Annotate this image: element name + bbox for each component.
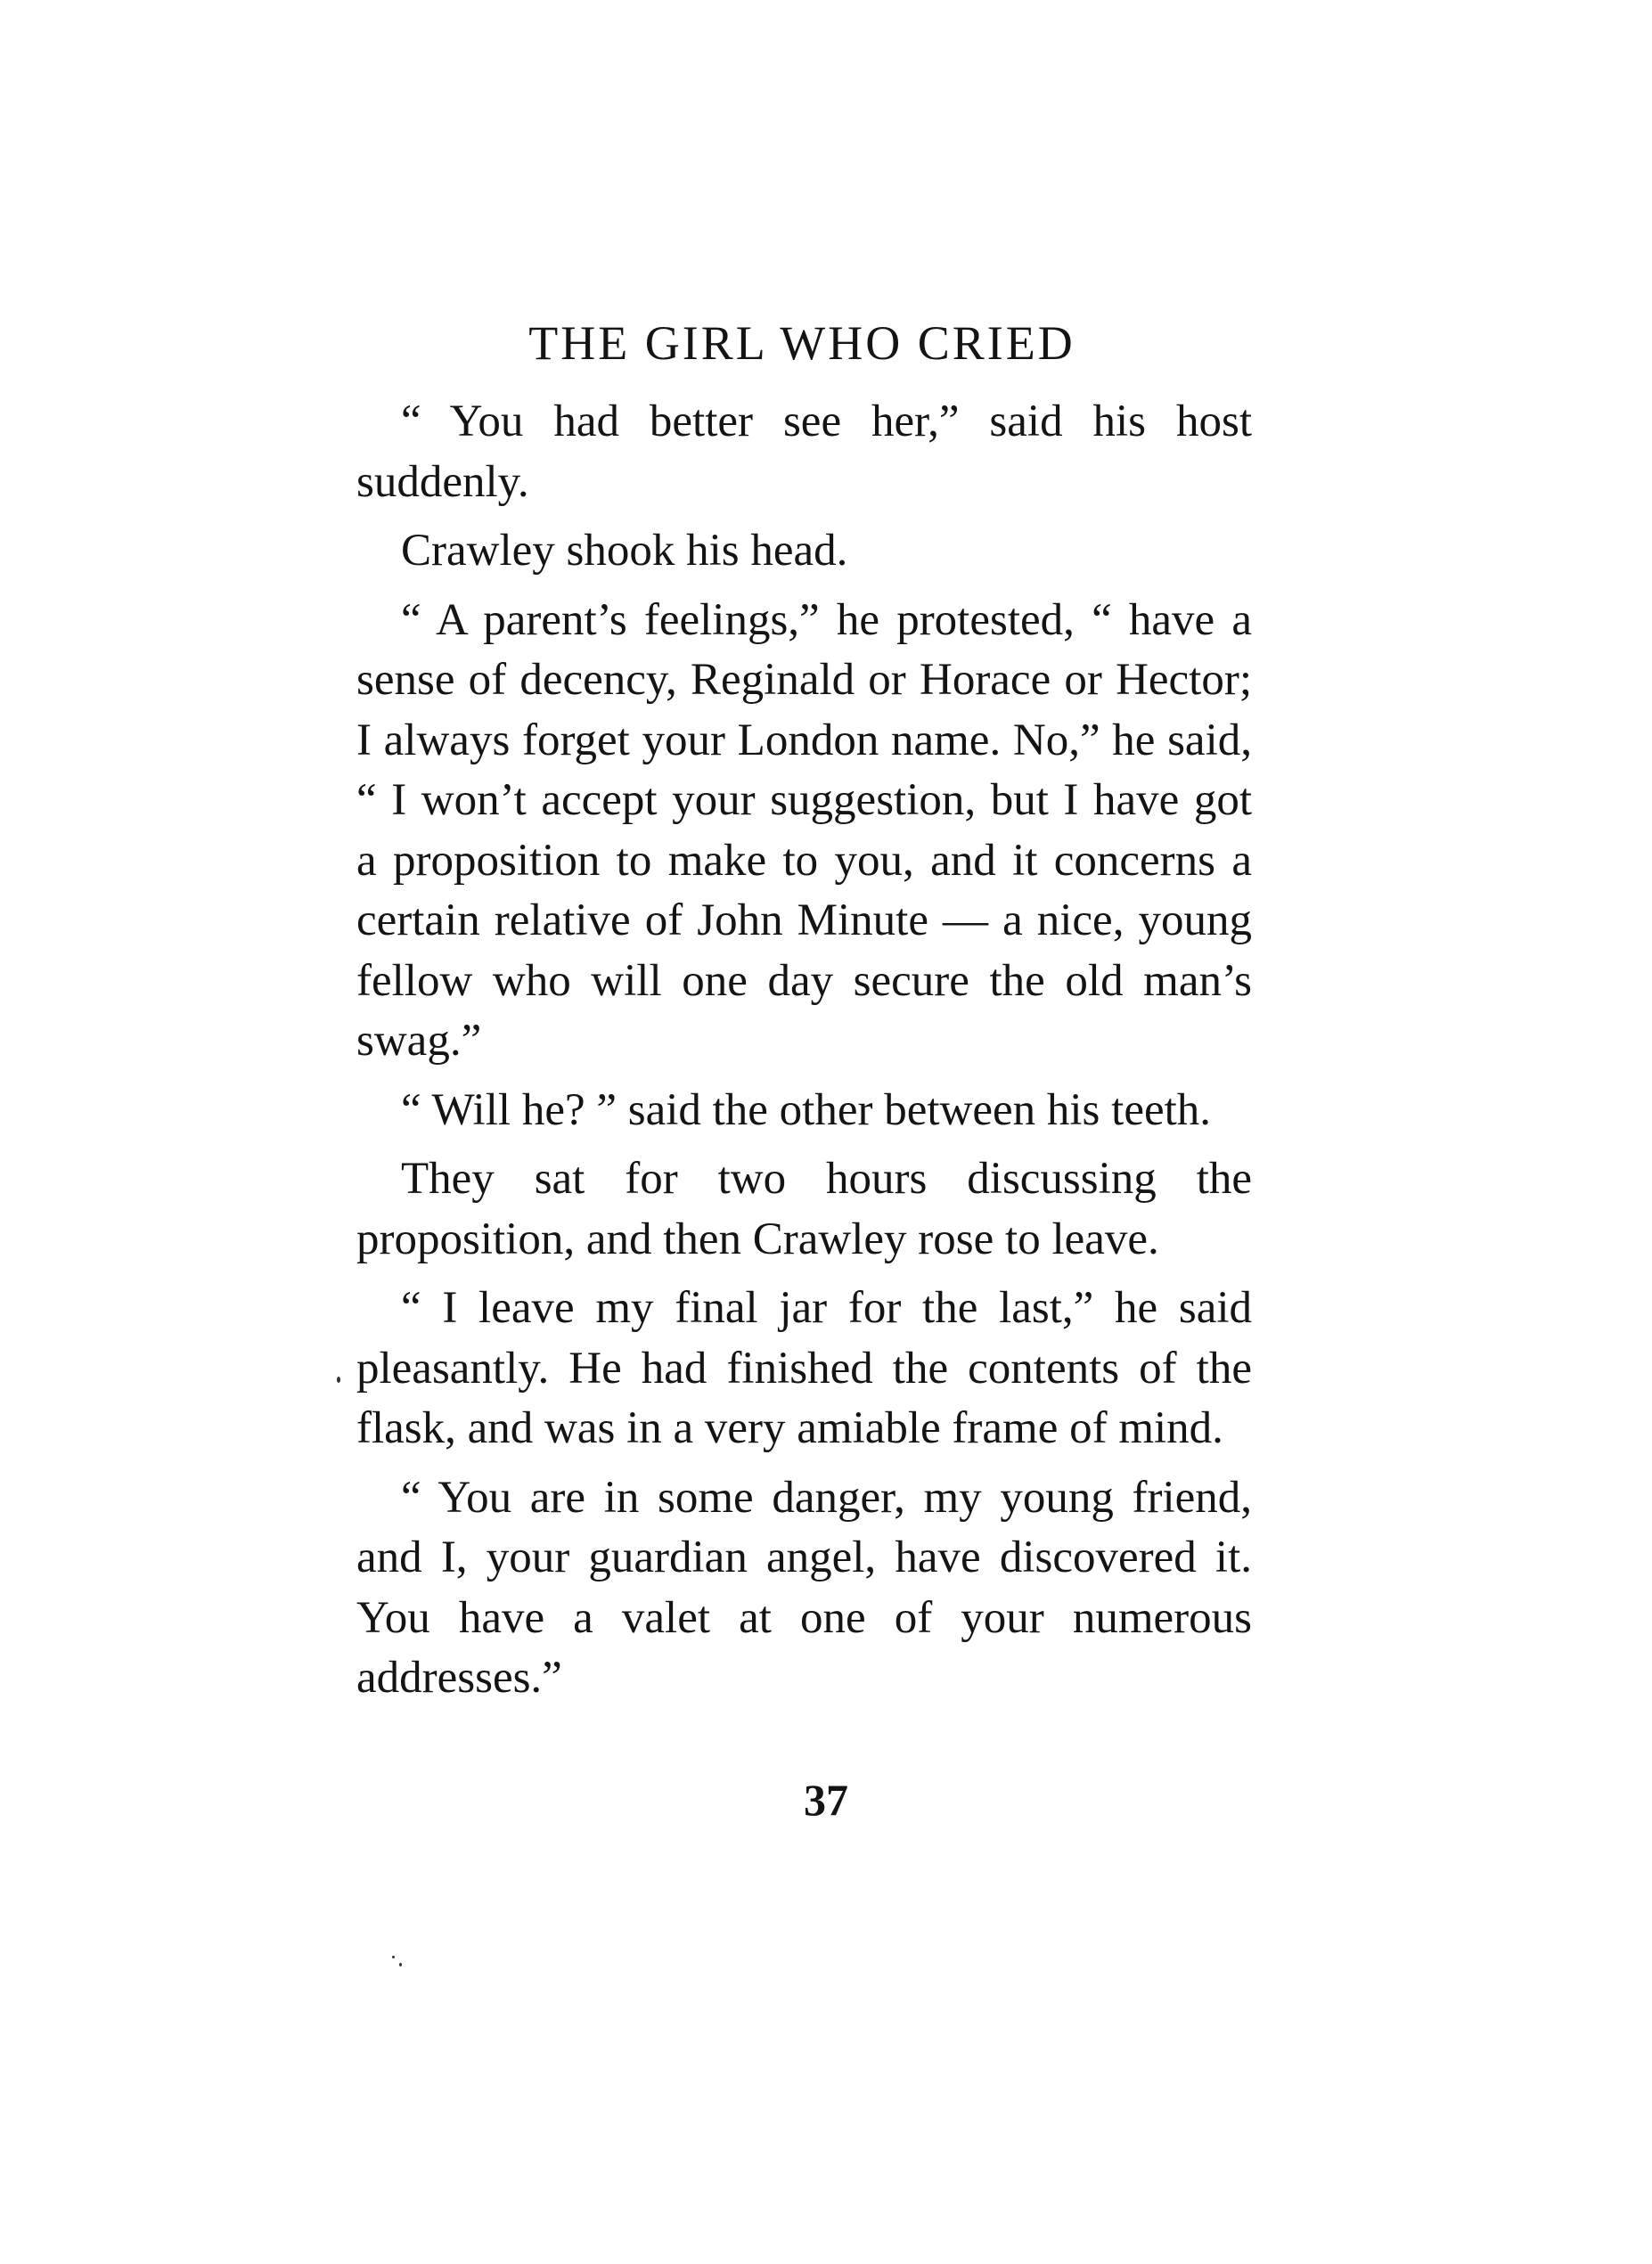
paragraph: Crawley shook his head. xyxy=(401,526,848,576)
paragraph: “ You are in some danger, my young friend, and I, your guardian angel, have discovered it. You have a valet at one of your numerous addresses.” xyxy=(356,1472,1252,1703)
paragraph: “ Will he? ” said the other between his teeth. xyxy=(401,1084,1212,1135)
paragraph: They sat for two hours discussing the proposition, and then Crawley rose to leave. xyxy=(356,1154,1252,1264)
paragraph: “ A parent’s feelings,” he protested, “ have a sense of decency, Reginald or Horace or Hector; I always forget your London name. No,” he said, “ I won’t accept your suggestion, but I have got a proposition to make to you, and it concerns a certain relative of John Minute — a nice, young fellow who will one day secure the old man’s swag.” xyxy=(356,594,1252,1066)
page-number: 37 xyxy=(804,1775,848,1825)
running-title: THE GIRL WHO CRIED xyxy=(528,316,1075,370)
paragraph: “ You had better see her,” said his host suddenly. xyxy=(356,396,1252,507)
print-speck xyxy=(392,1956,395,1958)
body-text xyxy=(356,392,1252,1709)
paragraph: “ I leave my final jar for the last,” he said pleasantly. He had finished the contents of the flask, and was in a very amiable frame of mind. xyxy=(356,1283,1252,1453)
print-speck xyxy=(399,1963,402,1966)
print-speck xyxy=(337,1377,340,1383)
